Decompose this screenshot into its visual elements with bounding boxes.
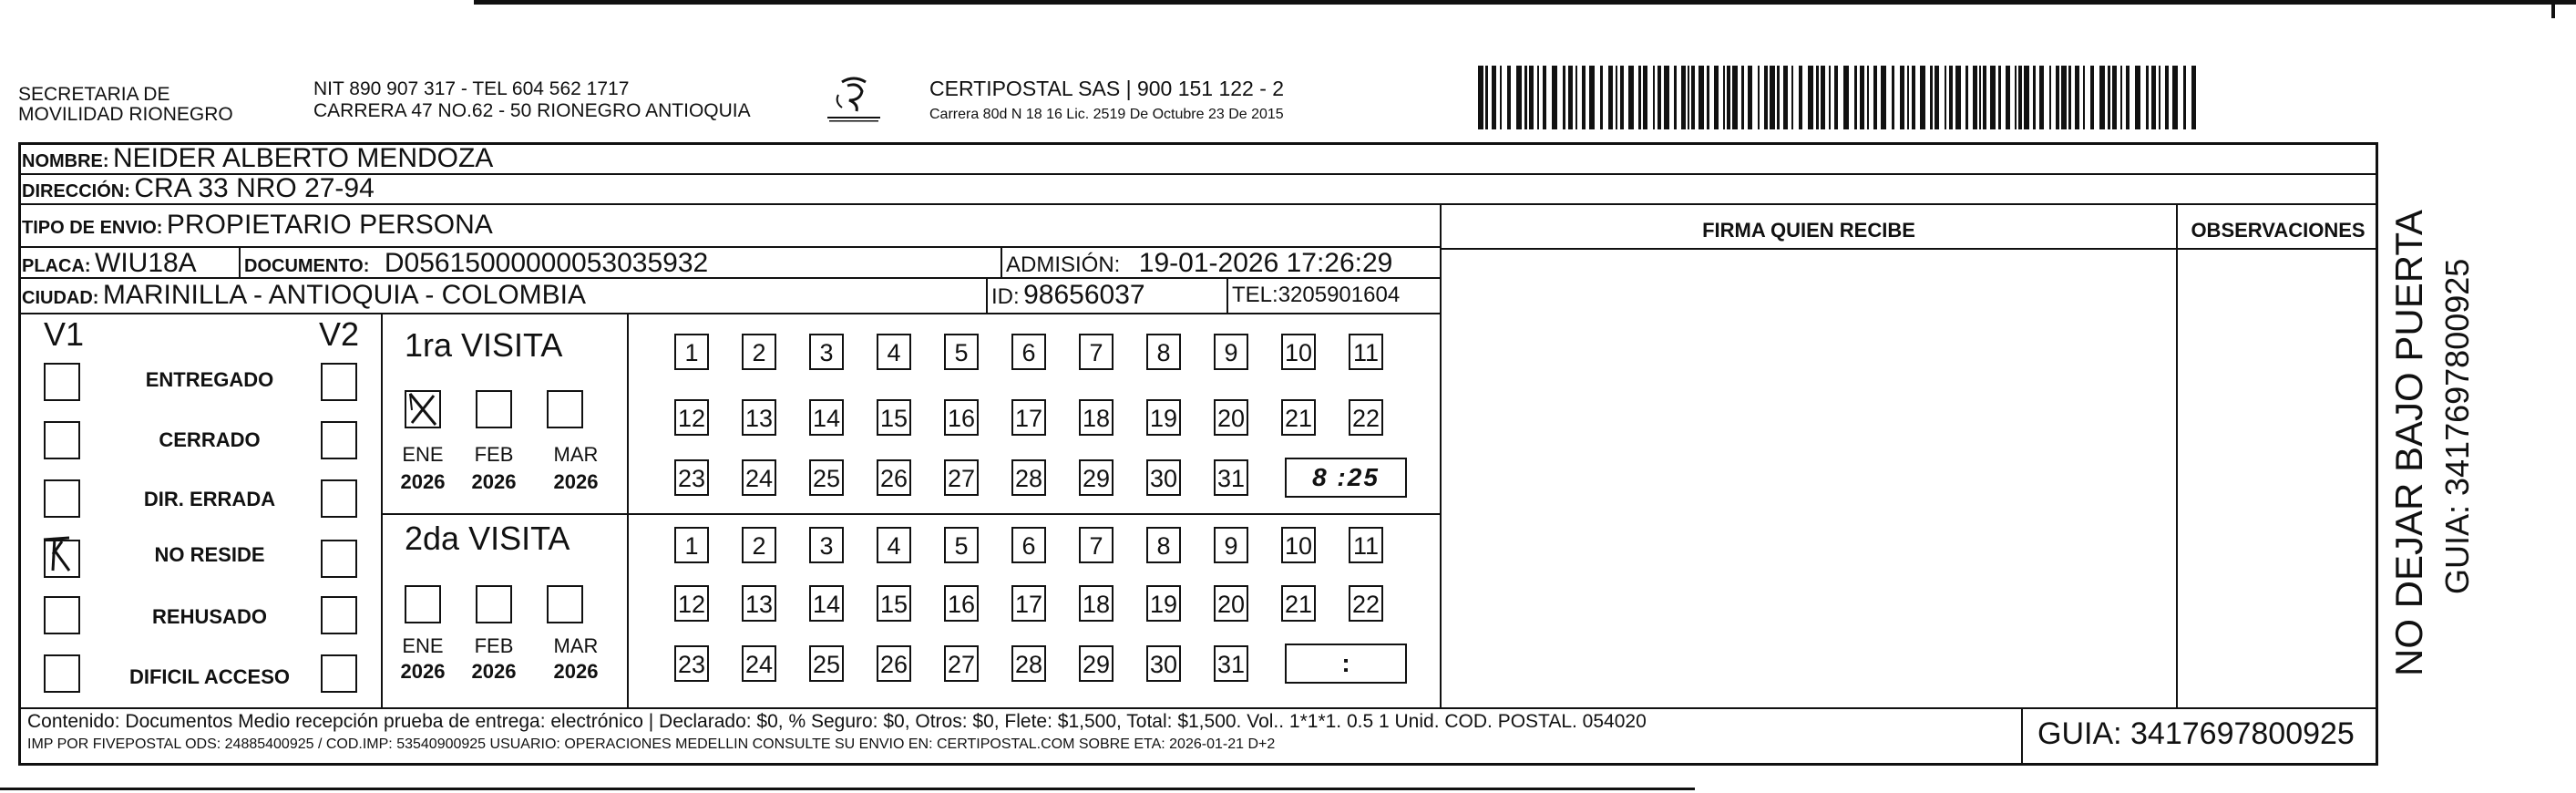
first-visit-month-label-feb: FEB (474, 443, 514, 466)
barcode-bar (1638, 66, 1641, 129)
rule-footer (18, 707, 2378, 709)
barcode-bar (1714, 66, 1719, 129)
second-visit-title: 2da VISITA (405, 520, 570, 557)
barcode-bar (2165, 66, 2169, 129)
barcode-bar (2056, 66, 2059, 129)
second-visit-month-label-ene: ENE (402, 634, 444, 657)
second-visit-day-1[interactable]: 1 (674, 527, 709, 563)
second-visit-day-3[interactable]: 3 (809, 527, 844, 563)
barcode-bar (1935, 66, 1939, 129)
tel-label: TEL: (1232, 283, 1278, 307)
v2-checkbox-entregado[interactable] (321, 363, 357, 401)
first-visit-day-31[interactable]: 31 (1214, 459, 1248, 496)
barcode-bar (1741, 66, 1744, 129)
barcode-bar (1563, 66, 1565, 129)
first-visit-day-8[interactable]: 8 (1146, 334, 1181, 370)
col-divider-admission (1001, 246, 1002, 277)
second-visit-day-12[interactable]: 12 (674, 585, 709, 622)
handwritten-mark-icon (42, 534, 78, 574)
first-visit-day-11[interactable]: 11 (1349, 334, 1383, 370)
first-visit-year-label-mar: 2026 (553, 470, 599, 493)
barcode-bar (1657, 66, 1661, 129)
v1-checkbox-dificil-acceso[interactable] (44, 654, 80, 693)
barcode-bar (1653, 66, 1655, 129)
barcode-bar (1500, 66, 1502, 129)
plate-field (22, 248, 197, 283)
tel-field (1232, 280, 1400, 314)
org-name-line1: SECRETARIA DE (18, 84, 170, 105)
address-field (22, 173, 375, 209)
first-visit-day-21[interactable]: 21 (1281, 399, 1316, 436)
v2-checkbox-cerrado[interactable] (321, 421, 357, 459)
second-visit-day-21[interactable]: 21 (1281, 585, 1316, 622)
barcode-bar (1575, 66, 1577, 129)
barcode-bar (1552, 66, 1557, 129)
no-dejar-bajo-puerta-warning: NO DEJAR BAJO PUERTA (2387, 210, 2430, 676)
footer-imp: IMP POR FIVEPOSTAL ODS: 24885400925 / COD.IMP: 53540900925 USUARIO: OPERACIONES MEDELLIN CONSULTE SU ENVIO EN: CERTIPOSTAL.COM SOBRE ETA: 2026-01-21 D+2 (27, 736, 1276, 752)
barcode-bar (2183, 66, 2186, 129)
barcode (1478, 66, 2203, 129)
second-visit-year-label-feb: 2026 (471, 660, 517, 683)
barcode-bar (2135, 66, 2140, 129)
type-value: PROPIETARIO PERSONA (166, 210, 493, 240)
first-visit-day-22[interactable]: 22 (1349, 399, 1383, 436)
first-visit-day-7[interactable]: 7 (1079, 334, 1114, 370)
scan-edge-top (474, 0, 2576, 5)
barcode-bar (1507, 66, 1511, 129)
barcode-bar (1537, 66, 1539, 129)
courier-address: Carrera 80d N 18 16 Lic. 2519 De Octubre 23 De 2015 (929, 107, 1284, 122)
second-visit-day-27[interactable]: 27 (944, 645, 979, 682)
col-divider-months (627, 313, 629, 708)
v1-checkbox-entregado[interactable] (44, 363, 80, 401)
barcode-bar (1945, 66, 1946, 129)
second-visit-day-8[interactable]: 8 (1146, 527, 1181, 563)
barcode-bar (1529, 66, 1534, 129)
barcode-bar (1860, 66, 1864, 129)
second-visit-day-22[interactable]: 22 (1349, 585, 1383, 622)
id-field (991, 280, 1145, 315)
barcode-bar (1727, 66, 1730, 129)
city-value: MARINILLA - ANTIOQUIA - COLOMBIA (102, 280, 587, 310)
barcode-bar (1777, 66, 1780, 129)
barcode-bar (2033, 66, 2036, 129)
first-visit-month-label-mar: MAR (553, 443, 599, 466)
second-visit-day-23[interactable]: 23 (674, 645, 709, 682)
status-label-no-reside: NO RESIDE (154, 543, 265, 566)
barcode-bar (1770, 66, 1775, 129)
barcode-bar (1983, 66, 1986, 129)
address-label: DIRECCIÓN: (22, 181, 130, 201)
observations-header: OBSERVACIONES (2191, 219, 2366, 242)
v2-label: V2 (319, 315, 360, 353)
first-visit-day-23[interactable]: 23 (674, 459, 709, 496)
barcode-bar (1816, 66, 1819, 129)
barcode-bar (1543, 66, 1546, 129)
first-visit-day-12[interactable]: 12 (674, 399, 709, 436)
second-visit-month-box-feb[interactable] (476, 585, 512, 623)
first-visit-year-label-ene: 2026 (400, 470, 446, 493)
first-visit-day-18[interactable]: 18 (1079, 399, 1114, 436)
barcode-bar (1582, 66, 1586, 129)
second-visit-month-label-feb: FEB (474, 634, 514, 657)
id-value: 98656037 (1023, 280, 1145, 310)
barcode-bar (2049, 66, 2051, 129)
v1-label: V1 (44, 315, 85, 353)
barcode-bar (1478, 66, 1483, 129)
admission-label: ADMISIÓN: (1006, 252, 1121, 277)
rule-sig-header (1440, 248, 2378, 250)
second-visit-day-10[interactable]: 10 (1281, 527, 1316, 563)
barcode-bar (1799, 66, 1802, 129)
barcode-bar (1783, 66, 1788, 129)
first-visit-day-13[interactable]: 13 (742, 399, 776, 436)
barcode-bar (1873, 66, 1877, 129)
col-divider-plate (239, 246, 241, 277)
id-label: ID: (991, 284, 1020, 309)
v1-checkbox-dir-errada[interactable] (44, 479, 80, 518)
barcode-bar (1674, 66, 1677, 129)
first-visit-day-26[interactable]: 26 (877, 459, 911, 496)
first-visit-day-2[interactable]: 2 (742, 334, 776, 370)
first-visit-time-box[interactable] (1285, 458, 1407, 498)
first-visit-day-9[interactable]: 9 (1214, 334, 1248, 370)
barcode-bar (1764, 66, 1768, 129)
v2-checkbox-rehusado[interactable] (321, 596, 357, 634)
col-divider-main (1440, 203, 1442, 708)
barcode-bar (1699, 66, 1704, 129)
first-visit-month-box-feb[interactable] (476, 390, 512, 428)
barcode-bar (1492, 66, 1496, 129)
barcode-bar (1821, 66, 1825, 129)
second-visit-day-5[interactable]: 5 (944, 527, 979, 563)
barcode-bar (1829, 66, 1831, 129)
v1-checkbox-no-reside[interactable] (44, 540, 80, 578)
barcode-bar (1965, 66, 1968, 129)
barcode-bar (1808, 66, 1813, 129)
side-guia-number: GUIA: 3417697800925 (2438, 258, 2476, 594)
second-visit-day-15[interactable]: 15 (877, 585, 911, 622)
second-visit-time: : (1341, 649, 1350, 677)
second-visit-day-14[interactable]: 14 (809, 585, 844, 622)
barcode-bar (1589, 66, 1595, 129)
col-divider-footer-guia (2021, 707, 2023, 766)
name-label: NOMBRE: (22, 151, 109, 171)
barcode-bar (2090, 66, 2094, 129)
barcode-bar (1791, 66, 1793, 129)
barcode-bar (1688, 66, 1689, 129)
barcode-bar (1920, 66, 1925, 129)
second-visit-day-25[interactable]: 25 (809, 645, 844, 682)
col-divider-status (381, 313, 383, 708)
tel-value: 3205901604 (1278, 283, 1401, 307)
barcode-bar (1681, 66, 1686, 129)
first-visit-day-28[interactable]: 28 (1011, 459, 1046, 496)
barcode-bar (1834, 66, 1838, 129)
col-divider-id (986, 277, 988, 313)
barcode-bar (2018, 66, 2022, 129)
second-visit-day-19[interactable]: 19 (1146, 585, 1181, 622)
barcode-bar (1973, 66, 1977, 129)
second-visit-month-box-mar[interactable] (547, 585, 583, 623)
barcode-bar (1485, 66, 1488, 129)
first-visit-day-20[interactable]: 20 (1214, 399, 1248, 436)
second-visit-day-30[interactable]: 30 (1146, 645, 1181, 682)
second-visit-month-label-mar: MAR (553, 634, 599, 657)
barcode-bar (1568, 66, 1573, 129)
first-visit-day-10[interactable]: 10 (1281, 334, 1316, 370)
barcode-bar (1955, 66, 1961, 129)
barcode-bar (1867, 66, 1869, 129)
barcode-bar (2006, 66, 2010, 129)
second-visit-day-18[interactable]: 18 (1079, 585, 1114, 622)
barcode-bar (1949, 66, 1953, 129)
barcode-bar (2061, 66, 2067, 129)
first-visit-day-25[interactable]: 25 (809, 459, 844, 496)
barcode-bar (1643, 66, 1647, 129)
barcode-bar (2015, 66, 2017, 129)
rule-visits-mid (383, 513, 1442, 515)
barcode-bar (2075, 66, 2079, 129)
barcode-bar (2159, 66, 2160, 129)
second-visit-day-9[interactable]: 9 (1214, 527, 1248, 563)
barcode-bar (2083, 66, 2085, 129)
first-visit-day-27[interactable]: 27 (944, 459, 979, 496)
barcode-bar (2151, 66, 2156, 129)
barcode-bar (1664, 66, 1669, 129)
barcode-bar (2126, 66, 2130, 129)
first-visit-month-box-ene[interactable] (405, 390, 441, 428)
barcode-bar (1930, 66, 1933, 129)
barcode-bar (2112, 66, 2117, 129)
plate-value: WIU18A (95, 248, 197, 278)
barcode-bar (2120, 66, 2122, 129)
barcode-bar (1907, 66, 1909, 129)
footer-content: Contenido: Documentos Medio recepción prueba de entrega: electrónico | Declarado: $0, % Seguro: $0, Otros: $0, Flete: $1,500, Total: $1,500. Vol.. 1*1*1. 0.5 1 Unid. COD. POSTAL. 054020 (27, 711, 1647, 732)
second-visit-time-box[interactable] (1285, 644, 1407, 684)
v1-checkbox-rehusado[interactable] (44, 596, 80, 634)
org-name-line2: MOVILIDAD RIONEGRO (18, 104, 233, 125)
first-visit-day-16[interactable]: 16 (944, 399, 979, 436)
footer-guia: GUIA: 3417697800925 (2037, 716, 2355, 751)
barcode-bar (1758, 66, 1760, 129)
status-label-dir-errada: DIR. ERRADA (143, 488, 276, 510)
first-visit-year-label-feb: 2026 (471, 470, 517, 493)
first-visit-day-17[interactable]: 17 (1011, 399, 1046, 436)
barcode-bar (1600, 66, 1603, 129)
second-visit-day-16[interactable]: 16 (944, 585, 979, 622)
second-visit-year-label-mar: 2026 (553, 660, 599, 683)
doc-value: D05615000000053035932 (384, 248, 709, 278)
certipostal-logo (822, 73, 886, 128)
barcode-bar (1732, 66, 1738, 129)
barcode-bar (1892, 66, 1894, 129)
barcode-bar (1723, 66, 1725, 129)
barcode-bar (1628, 66, 1634, 129)
barcode-bar (2191, 66, 2196, 129)
scan-edge-right (2551, 0, 2555, 18)
doc-label: DOCUMENTO: (244, 256, 370, 276)
barcode-bar (1854, 66, 1857, 129)
org-address-line: CARRERA 47 NO.62 - 50 RIONEGRO ANTIOQUIA (313, 100, 751, 121)
barcode-bar (1843, 66, 1849, 129)
first-visit-day-14[interactable]: 14 (809, 399, 844, 436)
first-visit-month-box-mar[interactable] (547, 390, 583, 428)
barcode-bar (1620, 66, 1624, 129)
barcode-bar (2108, 66, 2110, 129)
second-visit-year-label-ene: 2026 (400, 660, 446, 683)
barcode-bar (2068, 66, 2071, 129)
barcode-bar (1516, 66, 1522, 129)
barcode-bar (1524, 66, 1527, 129)
scan-edge-bottom (0, 788, 1695, 790)
barcode-bar (2024, 66, 2029, 129)
type-field (22, 210, 493, 245)
v2-checkbox-no-reside[interactable] (321, 540, 357, 578)
admission-field (1006, 248, 1392, 283)
first-visit-day-15[interactable]: 15 (877, 399, 911, 436)
city-label: CIUDAD: (22, 288, 99, 308)
barcode-bar (1998, 66, 2001, 129)
barcode-bar (2039, 66, 2044, 129)
status-label-rehusado: REHUSADO (152, 605, 267, 628)
first-visit-day-4[interactable]: 4 (877, 334, 911, 370)
v1-checkbox-cerrado[interactable] (44, 421, 80, 459)
barcode-bar (1616, 66, 1617, 129)
v2-checkbox-dir-errada[interactable] (321, 479, 357, 518)
courier-name: CERTIPOSTAL SAS | 900 151 122 - 2 (929, 77, 1285, 100)
second-visit-day-31[interactable]: 31 (1214, 645, 1248, 682)
barcode-bar (1748, 66, 1752, 129)
admission-value: 19-01-2026 17:26:29 (1138, 248, 1393, 278)
name-value: NEIDER ALBERTO MENDOZA (113, 143, 494, 173)
barcode-bar (1881, 66, 1886, 129)
second-visit-day-29[interactable]: 29 (1079, 645, 1114, 682)
status-label-entregado: ENTREGADO (145, 368, 274, 391)
first-visit-day-3[interactable]: 3 (809, 334, 844, 370)
second-visit-day-28[interactable]: 28 (1011, 645, 1046, 682)
second-visit-day-4[interactable]: 4 (877, 527, 911, 563)
second-visit-day-24[interactable]: 24 (742, 645, 776, 682)
first-visit-day-29[interactable]: 29 (1079, 459, 1114, 496)
second-visit-day-17[interactable]: 17 (1011, 585, 1046, 622)
barcode-bar (2172, 66, 2178, 129)
first-visit-day-30[interactable]: 30 (1146, 459, 1181, 496)
col-divider-obs (2176, 203, 2178, 708)
barcode-bar (1912, 66, 1915, 129)
second-visit-day-2[interactable]: 2 (742, 527, 776, 563)
first-visit-day-6[interactable]: 6 (1011, 334, 1046, 370)
barcode-bar (1900, 66, 1904, 129)
barcode-bar (2099, 66, 2105, 129)
second-visit-month-box-ene[interactable] (405, 585, 441, 623)
second-visit-day-7[interactable]: 7 (1079, 527, 1114, 563)
status-label-cerrado: CERRADO (159, 428, 261, 451)
barcode-bar (1990, 66, 1996, 129)
barcode-bar (1691, 66, 1695, 129)
second-visit-day-11[interactable]: 11 (1349, 527, 1383, 563)
plate-label: PLACA: (22, 256, 91, 276)
first-visit-day-19[interactable]: 19 (1146, 399, 1181, 436)
barcode-bar (1608, 66, 1613, 129)
first-visit-day-24[interactable]: 24 (742, 459, 776, 496)
second-visit-day-20[interactable]: 20 (1214, 585, 1248, 622)
second-visit-day-26[interactable]: 26 (877, 645, 911, 682)
signature-header: FIRMA QUIEN RECIBE (1702, 219, 1915, 242)
doc-field (244, 248, 708, 283)
city-field (22, 280, 586, 315)
first-visit-day-5[interactable]: 5 (944, 334, 979, 370)
x-mark-icon (406, 392, 439, 427)
first-visit-month-label-ene: ENE (402, 443, 444, 466)
status-label-dificil-acceso: DIFICIL ACCESO (128, 665, 290, 688)
first-visit-day-1[interactable]: 1 (674, 334, 709, 370)
second-visit-day-13[interactable]: 13 (742, 585, 776, 622)
address-value: CRA 33 NRO 27-94 (134, 173, 375, 203)
second-visit-day-6[interactable]: 6 (1011, 527, 1046, 563)
barcode-bar (1979, 66, 1981, 129)
first-visit-title: 1ra VISITA (405, 326, 563, 364)
v2-checkbox-dificil-acceso[interactable] (321, 654, 357, 693)
barcode-bar (2146, 66, 2149, 129)
barcode-bar (1707, 66, 1709, 129)
nit-line: NIT 890 907 317 - TEL 604 562 1717 (313, 78, 630, 99)
first-visit-time: 8 :25 (1312, 463, 1380, 491)
type-label: TIPO DE ENVIO: (22, 218, 163, 238)
